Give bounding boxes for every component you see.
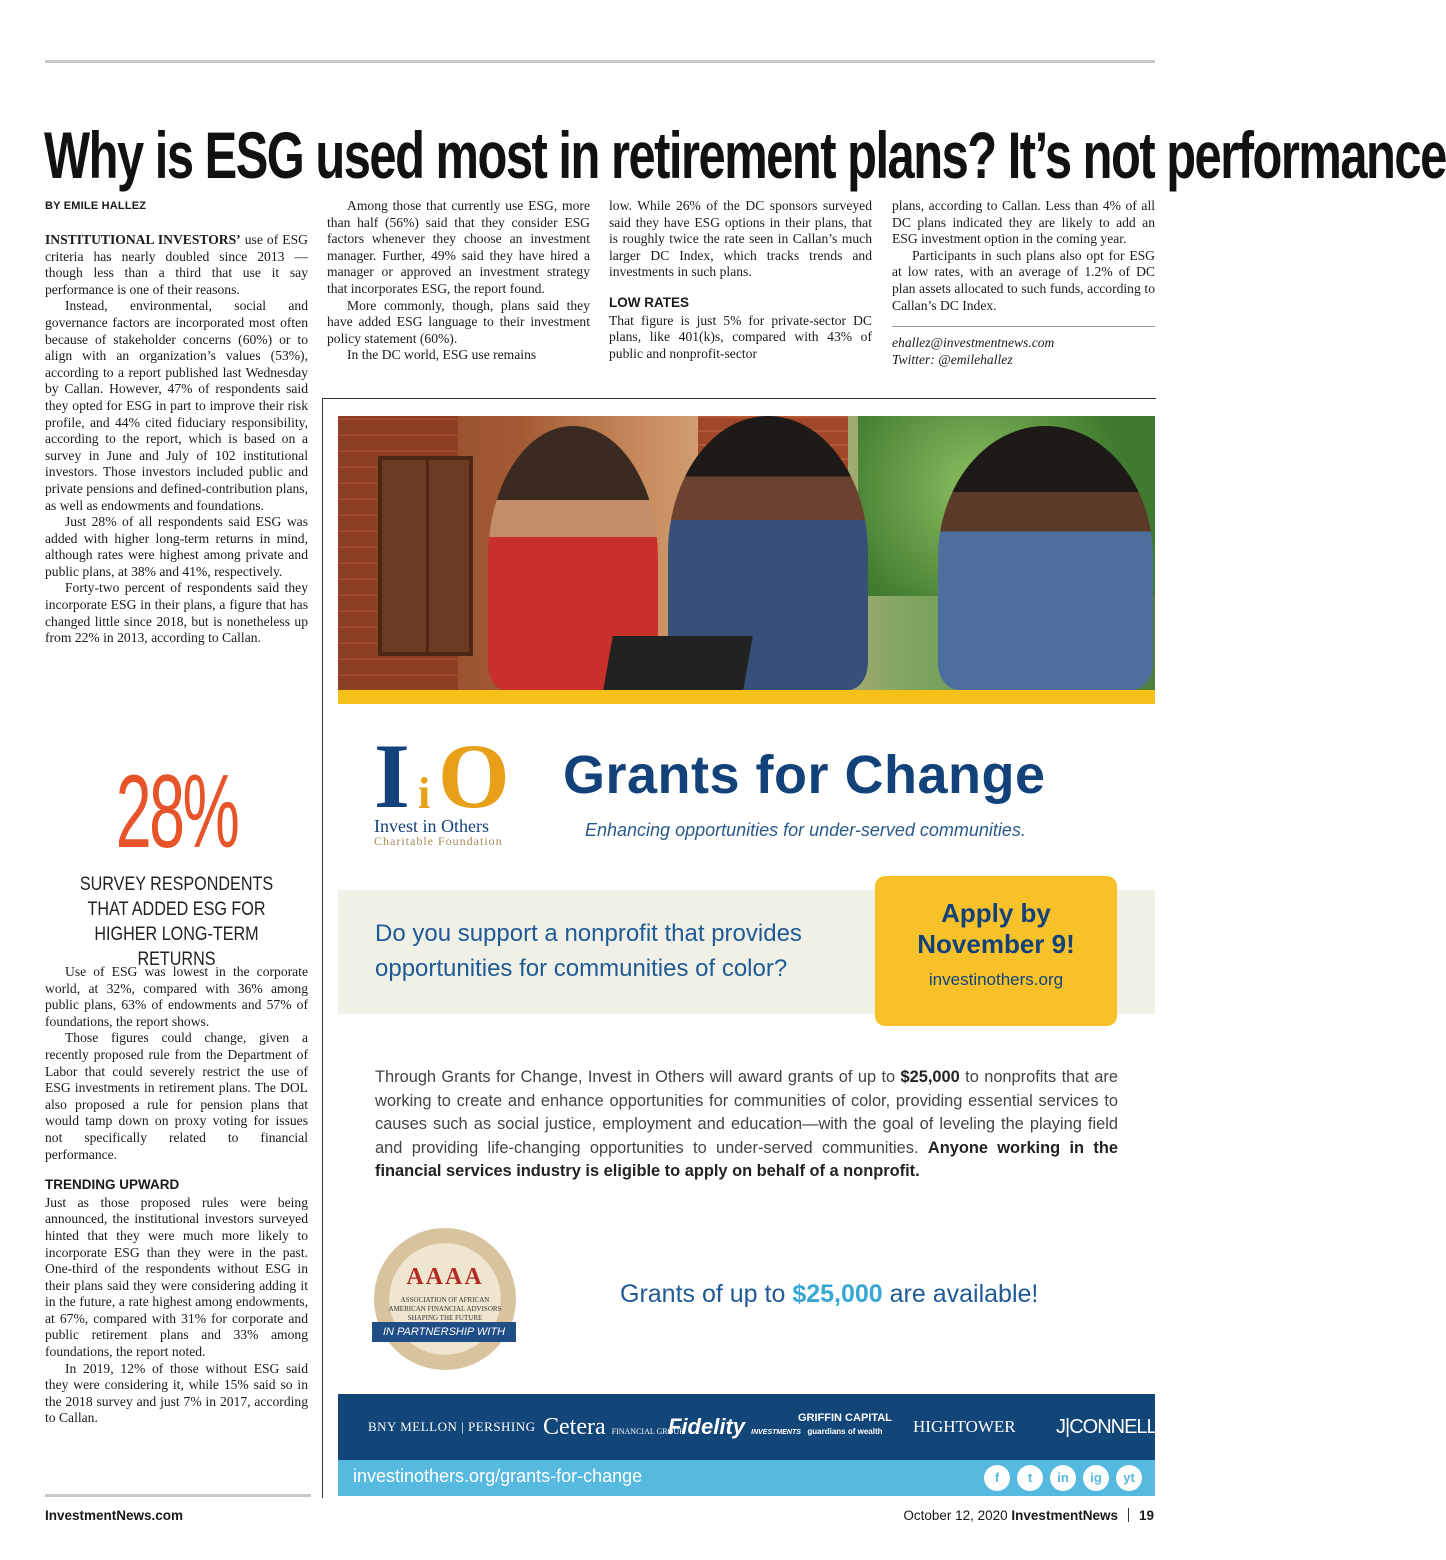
url-bar (338, 1460, 1155, 1496)
gold-stripe (338, 690, 1155, 704)
ad-tagline: Enhancing opportunities for under-served communities. (585, 820, 1026, 840)
author-twitter[interactable]: Twitter: @emilehallez (892, 351, 1013, 367)
byline: BY EMILE HALLEZ (45, 200, 147, 212)
article-column-1-continued (45, 964, 308, 1427)
youtube-icon[interactable]: yt (1116, 1465, 1142, 1491)
column-end-rule (45, 1494, 311, 1497)
instagram-icon[interactable]: ig (1083, 1465, 1109, 1491)
facebook-icon[interactable]: f (984, 1465, 1010, 1491)
paragraph: In the DC world, ESG use remains (347, 347, 537, 363)
paragraph: Participants in such plans also opt for ESG at low rates, with an average of 1.2% of DC plan assets allocated to such funds, according to Callan’s DC Index. (892, 247, 1155, 313)
paragraph: Those figures could change, given a recently proposed rule from the Department of Labor that could severely restrict the use of ESG investments in retirement plans. The DOL also proposed a rule for pension plans that would tamp down on proxy voting for issues not specifically related to financial performance. (45, 1030, 308, 1162)
sponsor-griffin-capital: GRIFFIN CAPITAL guardians of wealth (798, 1412, 892, 1436)
subhead-trending-upward: TRENDING UPWARD (45, 1177, 180, 1193)
aaaa-partner-seal: AAAA ASSOCIATION OF AFRICAN AMERICAN FINANCIAL ADVISORS SHAPING THE FUTURE (374, 1228, 516, 1370)
ad-photo-students (338, 416, 1155, 690)
sponsor-bny-pershing: BNY MELLON | PERSHING (368, 1419, 536, 1434)
partnership-ribbon: IN PARTNERSHIP WITH (372, 1322, 516, 1342)
paragraph: Among those that currently use ESG, more than half (56%) said that they consider ESG factors whenever they choose an investment manager. Further, 49% said they have hired a manager or approved an investment strategy that incorporates ESG, the report found. (327, 198, 590, 296)
article-column-2 (327, 198, 590, 364)
footer-folio (903, 1508, 1154, 1523)
twitter-icon[interactable]: t (1017, 1465, 1043, 1491)
paragraph: INSTITUTIONAL INVESTORS’ use of ESG criteria has nearly doubled since 2013 — though less than a third that use it say performance is one of their reasons. (45, 232, 308, 297)
logo-subtitle: Charitable Foundation (374, 834, 503, 848)
sponsor-fidelity: Fidelity INVESTMENTS (668, 1414, 801, 1439)
ad-divider-horizontal (322, 398, 1156, 399)
lead-in: INSTITUTIONAL INVESTORS’ (45, 232, 241, 247)
ad-divider-vertical (322, 398, 323, 1498)
top-rule (45, 60, 1155, 63)
article-column-1 (45, 232, 308, 647)
paragraph: Forty-two percent of respondents said they incorporate ESG in their plans, a figure that has changed little since 2018, but is nonetheless up from 22% in 2013, according to Callan. (45, 580, 308, 646)
footer-date: October 12, 2020 (903, 1508, 1008, 1523)
paragraph: Use of ESG was lowest in the corporate world, at 32%, compared with 36% among public plans, 63% of endowments and 57% of foundations, the report shows. (45, 964, 308, 1029)
page-number: 19 (1138, 1508, 1154, 1523)
divider (892, 326, 1155, 327)
sponsor-bar (338, 1394, 1168, 1460)
ad-title: Grants for Change (563, 745, 1046, 805)
ad-question: Do you support a nonprofit that provides opportunities for communities of color? (375, 920, 802, 982)
advertisement (338, 416, 1168, 1496)
paragraph: low. While 26% of the DC sponsors surveyed said they have ESG options in their plans, that is roughly twice the rate seen in Callan’s much larger DC Index, which tracks trends and investments in such plans. (609, 198, 872, 280)
callout-number: 28% (115, 754, 238, 870)
grants-url[interactable]: investinothers.org/grants-for-change (353, 1466, 643, 1486)
sponsor-cetera: Cetera FINANCIAL GROUP (543, 1414, 684, 1440)
footer-site[interactable]: InvestmentNews.com (45, 1508, 184, 1523)
sponsor-hightower: HIGHTOWER (913, 1417, 1016, 1436)
subhead-low-rates: LOW RATES (609, 294, 689, 310)
footer-brand: InvestmentNews (1011, 1508, 1118, 1523)
linkedin-icon[interactable]: in (1050, 1465, 1076, 1491)
apply-callout[interactable]: Apply by November 9! investinothers.org (875, 876, 1117, 1026)
paragraph: Just 28% of all respondents said ESG was added with higher long-term returns in mind, although rates were highest among private and public plans, at 38% and 41%, respectively. (45, 514, 308, 579)
callout-caption: SURVEY RESPONDENTS THAT ADDED ESG FOR HIGHER LONG-TERM RETURNS (79, 874, 274, 970)
apply-url[interactable]: investinothers.org (928, 970, 1064, 989)
ad-body-copy: Through Grants for Change, Invest in Others will award grants of up to $25,000 to nonprofits that are working to create and enhance opportunities for communities of color, providing essential services to causes such as social justice, employment and education—with the goal of leveling the playing field and providing life-changing opportunities to under-served communities. Anyone working in the financial services industry is eligible to apply on behalf of a nonprofit. (375, 1068, 1118, 1180)
paragraph: That figure is just 5% for private-sector DC plans, like 401(k)s, compared with 43% of public and nonprofit-sector (609, 312, 872, 361)
logo-name: Invest in Others (374, 816, 489, 836)
paragraph: More commonly, though, plans said they have added ESG language to their investment policy statement (60%). (327, 297, 590, 346)
author-email[interactable]: ehallez@investmentnews.com (892, 335, 1055, 351)
sponsor-jconnelly: J|CONNELLY (1056, 1416, 1168, 1438)
headline: Why is ESG used most in retirement plans? It’s not performance (44, 118, 1446, 192)
paragraph: Instead, environmental, social and governance factors are incorporated most often because of stakeholder concerns (60%) or to align with an organization’s values (53%), according to a report published last Wednesday by Callan. However, 47% of respondents said they opted for ESG in part to improve their risk profile, and 44% cited fiduciary responsibility, according to the report, which is based on a survey in June and July of 102 institutional investors. Those investors included public and private pensions and defined-contribution plans, as well as endowments and foundations. (45, 298, 308, 513)
paragraph: In 2019, 12% of those without ESG said they were considering it, while 15% said so in the 2018 survey and just 7% in 2017, according to Callan. (45, 1360, 308, 1426)
article-column-4 (892, 198, 1155, 368)
article-column-3 (609, 198, 872, 362)
paragraph: plans, according to Callan. Less than 4% of all DC plans indicated they are likely to add an ESG investment option in the coming year. (892, 198, 1155, 247)
paragraph: Just as those proposed rules were being announced, the institutional investors surveyed hinted that they were much more likely to incorporate ESG than they were in the past. One-third of the respondents without ESG in their plans said they were considering adding it in the future, a rate highest among endowments, at 67%, compared with 31% for corporate and public retirement plans and 33% among foundations, the report noted. (45, 1194, 308, 1360)
grants-available-line: Grants of up to $25,000 are available! (620, 1280, 1039, 1308)
invest-in-others-logo: I i O Invest in Others Charitable Foundation (374, 725, 510, 848)
